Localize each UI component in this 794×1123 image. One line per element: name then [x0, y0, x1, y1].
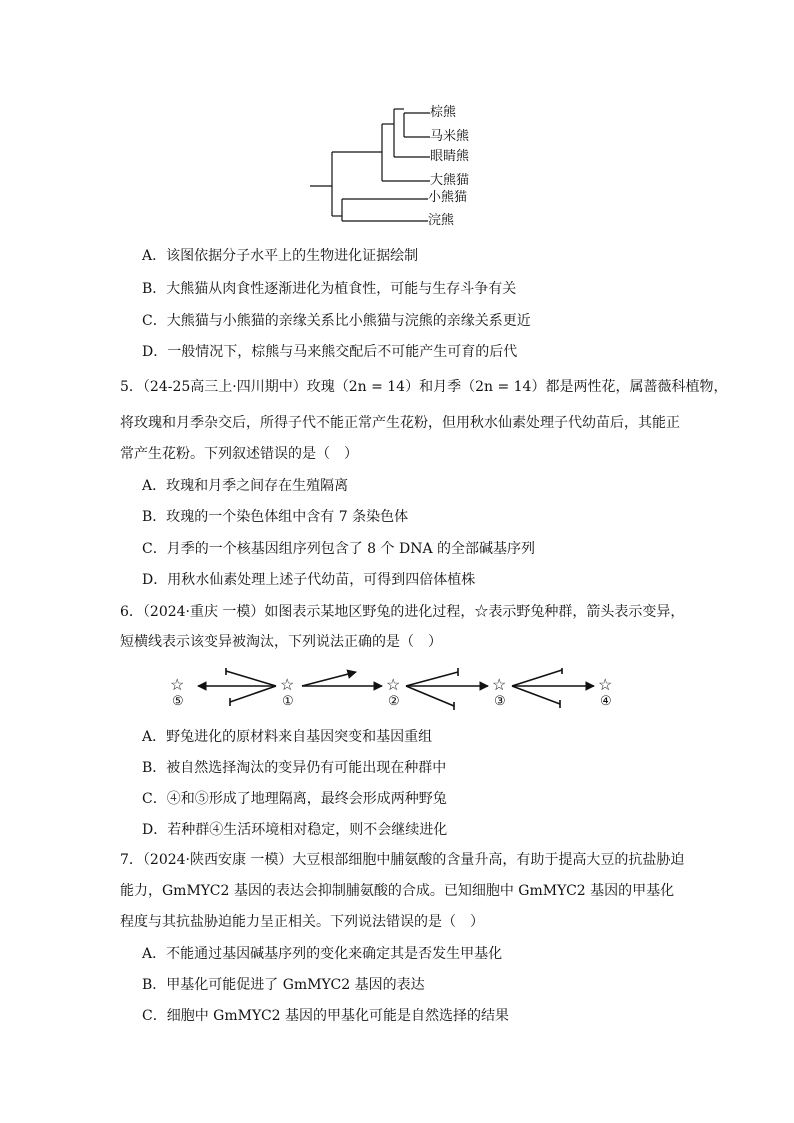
star-icon-population-4: ☆ [598, 675, 613, 694]
q4-option-d: D．一般情况下，棕熊与马来熊交配后不可能产生可育的后代 [142, 344, 518, 360]
tree-label-raccoon: 浣熊 [428, 213, 455, 228]
q6-stem-line-2: 短横线表示该变异被淘汰，下列说法正确的是（ ） [120, 634, 442, 650]
q7-stem-line-1: 7．（2024·陕西安康 一模）大豆根部细胞中脯氨酸的含量升高，有助于提高大豆的抗盐胁迫 [120, 852, 685, 868]
q6-stem-line-1: 6．（2024·重庆 一模）如图表示某地区野兔的进化过程，☆表示野兔种群，箭头表示变异， [120, 604, 685, 620]
population-label-2: ② [388, 694, 400, 709]
population-label-3: ③ [494, 694, 506, 709]
tree-label-giant-panda: 大熊猫 [430, 173, 470, 188]
q7-option-b: B．甲基化可能促进了 GmMYC2 基因的表达 [142, 977, 425, 993]
population-label-5: ⑤ [172, 694, 184, 709]
population-label-1: ① [282, 694, 294, 709]
q6-option-d: D．若种群④生活环境相对稳定，则不会继续进化 [142, 822, 448, 838]
q5-stem-line-1: 5．（24-25高三上·四川期中）玫瑰（2n = 14）和月季（2n = 14）都是两性花，属蔷薇科植物， [120, 379, 728, 395]
q7-option-a: A．不能通过基因碱基序列的变化来确定其是否发生甲基化 [142, 946, 503, 962]
phylogenetic-tree-figure [310, 100, 510, 235]
q5-option-d: D．用秋水仙素处理上述子代幼苗，可得到四倍体植株 [142, 572, 476, 588]
q4-option-c: C．大熊猫与小熊猫的亲缘关系比小熊猫与浣熊的亲缘关系更近 [142, 313, 531, 329]
q7-stem-line-2: 能力，GmMYC2 基因的表达会抑制脯氨酸的合成。已知细胞中 GmMYC2 基因的甲基化 [120, 883, 675, 899]
tree-label-sun-bear: 马米熊 [430, 129, 470, 144]
q5-stem-line-3: 常产生花粉。下列叙述错误的是（ ） [120, 446, 358, 462]
tree-label-spectacled-bear: 眼睛熊 [430, 149, 470, 164]
star-icon-population-5: ☆ [170, 675, 185, 694]
q5-option-b: B．玫瑰的一个染色体组中含有 7 条染色体 [142, 509, 409, 525]
q6-option-c: C．④和⑤形成了地理隔离，最终会形成两种野兔 [142, 791, 447, 807]
q5-option-a: A．玫瑰和月季之间存在生殖隔离 [142, 478, 349, 494]
phylogenetic-tree-lines [310, 100, 510, 235]
q4-option-a: A．该图依据分子水平上的生物进化证据绘制 [142, 248, 419, 264]
q6-option-a: A．野兔进化的原材料来自基因突变和基因重组 [142, 729, 433, 745]
tree-label-red-panda: 小熊猫 [428, 190, 468, 205]
tree-label-brown-bear: 棕熊 [430, 105, 457, 120]
q5-option-c: C．月季的一个核基因组序列包含了 8 个 DNA 的全部碱基序列 [142, 541, 536, 557]
q6-option-b: B．被自然选择淘汰的变异仍有可能出现在种群中 [142, 760, 447, 776]
star-icon-population-2: ☆ [386, 675, 401, 694]
star-icon-population-1: ☆ [280, 675, 295, 694]
q7-option-c: C．细胞中 GmMYC2 基因的甲基化可能是自然选择的结果 [142, 1008, 510, 1024]
rabbit-evolution-diagram [168, 668, 628, 718]
star-icon-population-3: ☆ [492, 675, 507, 694]
q4-option-b: B．大熊猫从肉食性逐渐进化为植食性，可能与生存斗争有关 [142, 281, 517, 297]
q7-stem-line-3: 程度与其抗盐胁迫能力呈正相关。下列说法错误的是（ ） [120, 914, 484, 930]
population-label-4: ④ [600, 694, 612, 709]
q5-stem-line-2: 将玫瑰和月季杂交后，所得子代不能正常产生花粉，但用秋水仙素处理子代幼苗后，其能正 [120, 415, 680, 431]
